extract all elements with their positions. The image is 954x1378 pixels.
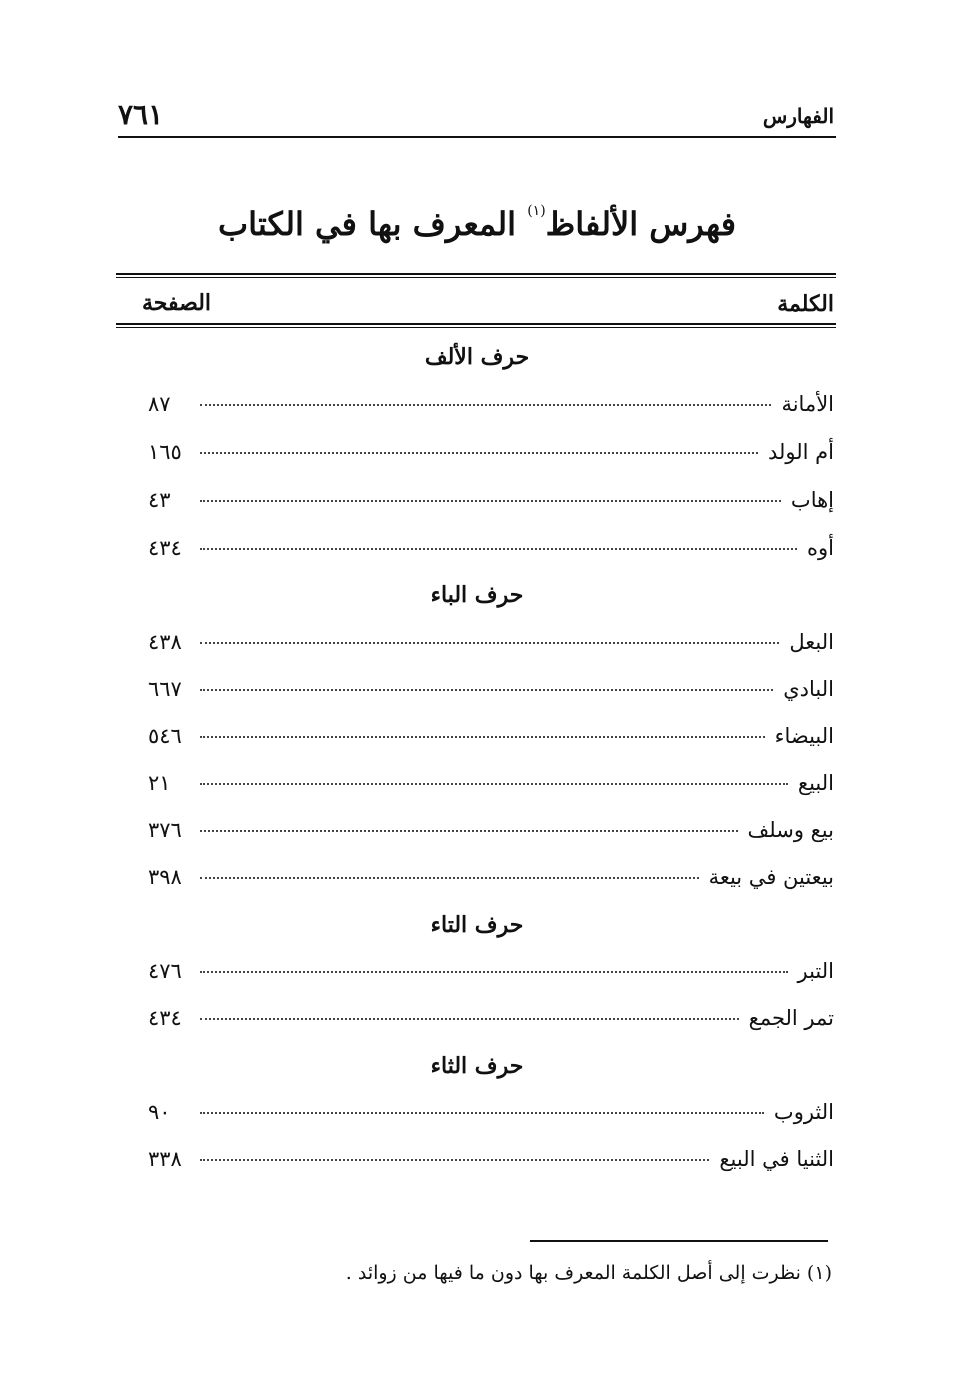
- entry-page: ٤٣: [148, 488, 171, 512]
- index-entry: [148, 1100, 834, 1134]
- table-header-rule: [116, 323, 836, 328]
- entry-word: إهاب: [790, 488, 834, 512]
- index-title-text: فهرس الألفاظ: [545, 205, 736, 243]
- section-heading-ba: حرف الباء: [430, 582, 524, 608]
- page-number: ٧٦١: [118, 98, 164, 131]
- leader-dots: [200, 547, 797, 550]
- entry-page: ١٦٥: [148, 440, 182, 464]
- leader-dots: [200, 829, 738, 832]
- title-footnote-marker: (١): [527, 203, 546, 219]
- index-entry: [148, 865, 834, 899]
- entry-word: بيعتين في بيعة: [708, 865, 834, 889]
- entry-word: أم الولد: [767, 440, 834, 464]
- footnote: (١) نظرت إلى أصل الكلمة المعرف بها دون ما فيها من زوائد .: [345, 1262, 832, 1284]
- entry-page: ٩٠: [148, 1100, 171, 1124]
- index-entry: [148, 1147, 834, 1181]
- index-title-rest: المعرف بها في الكتاب: [218, 205, 528, 243]
- column-header-word: الكلمة: [777, 291, 834, 317]
- running-header-title: الفهارس: [762, 104, 834, 128]
- index-entry: [148, 724, 834, 758]
- entry-page: ٤٣٨: [148, 630, 182, 654]
- entry-word: الأمانة: [781, 392, 834, 416]
- entry-word: البادي: [783, 677, 834, 701]
- index-entry: [148, 536, 834, 570]
- index-entry: [148, 677, 834, 711]
- index-entry: [148, 959, 834, 993]
- footnote-separator: [530, 1240, 828, 1242]
- leader-dots: [200, 970, 788, 973]
- index-entry: [148, 818, 834, 852]
- entry-page: ٤٣٤: [148, 536, 182, 560]
- entry-page: ٤٧٦: [148, 959, 182, 983]
- entry-page: ٨٧: [148, 392, 171, 416]
- leader-dots: [200, 451, 758, 454]
- leader-dots: [200, 1158, 709, 1161]
- entry-word: تمر الجمع: [748, 1006, 834, 1030]
- leader-dots: [200, 1017, 739, 1020]
- entry-page: ٥٤٦: [148, 724, 182, 748]
- index-entry: [148, 392, 834, 426]
- leader-dots: [200, 876, 699, 879]
- entry-page: ٦٦٧: [148, 677, 182, 701]
- leader-dots: [200, 782, 788, 785]
- section-heading-ta: حرف التاء: [430, 912, 524, 938]
- entry-word: الثروب: [773, 1100, 834, 1124]
- entry-word: التبر: [797, 959, 834, 983]
- entry-word: البيع: [797, 771, 834, 795]
- entry-word: البعل: [789, 630, 834, 654]
- leader-dots: [200, 735, 765, 738]
- section-heading-tha: حرف الثاء: [430, 1053, 524, 1079]
- leader-dots: [200, 403, 771, 406]
- leader-dots: [200, 641, 779, 644]
- entry-word: بيع وسلف: [747, 818, 834, 842]
- leader-dots: [200, 688, 773, 691]
- index-entry: [148, 488, 834, 522]
- index-entry: [148, 771, 834, 805]
- entry-page: ٣٧٦: [148, 818, 182, 842]
- entry-word: البيضاء: [774, 724, 834, 748]
- entry-word: أوه: [807, 536, 834, 560]
- column-header-page: الصفحة: [142, 290, 212, 316]
- table-top-rule: [116, 273, 836, 278]
- header-rule: [118, 136, 836, 138]
- entry-page: ٣٩٨: [148, 865, 182, 889]
- entry-page: ٤٣٤: [148, 1006, 182, 1030]
- index-entry: [148, 1006, 834, 1040]
- entry-word: الثنيا في البيع: [719, 1147, 834, 1171]
- entry-page: ٢١: [148, 771, 171, 795]
- leader-dots: [200, 1111, 764, 1114]
- section-heading-alif: حرف الألف: [424, 344, 530, 370]
- entry-page: ٣٣٨: [148, 1147, 182, 1171]
- index-entry: [148, 630, 834, 664]
- index-entry: [148, 440, 834, 474]
- index-title: [118, 205, 836, 243]
- leader-dots: [200, 499, 781, 502]
